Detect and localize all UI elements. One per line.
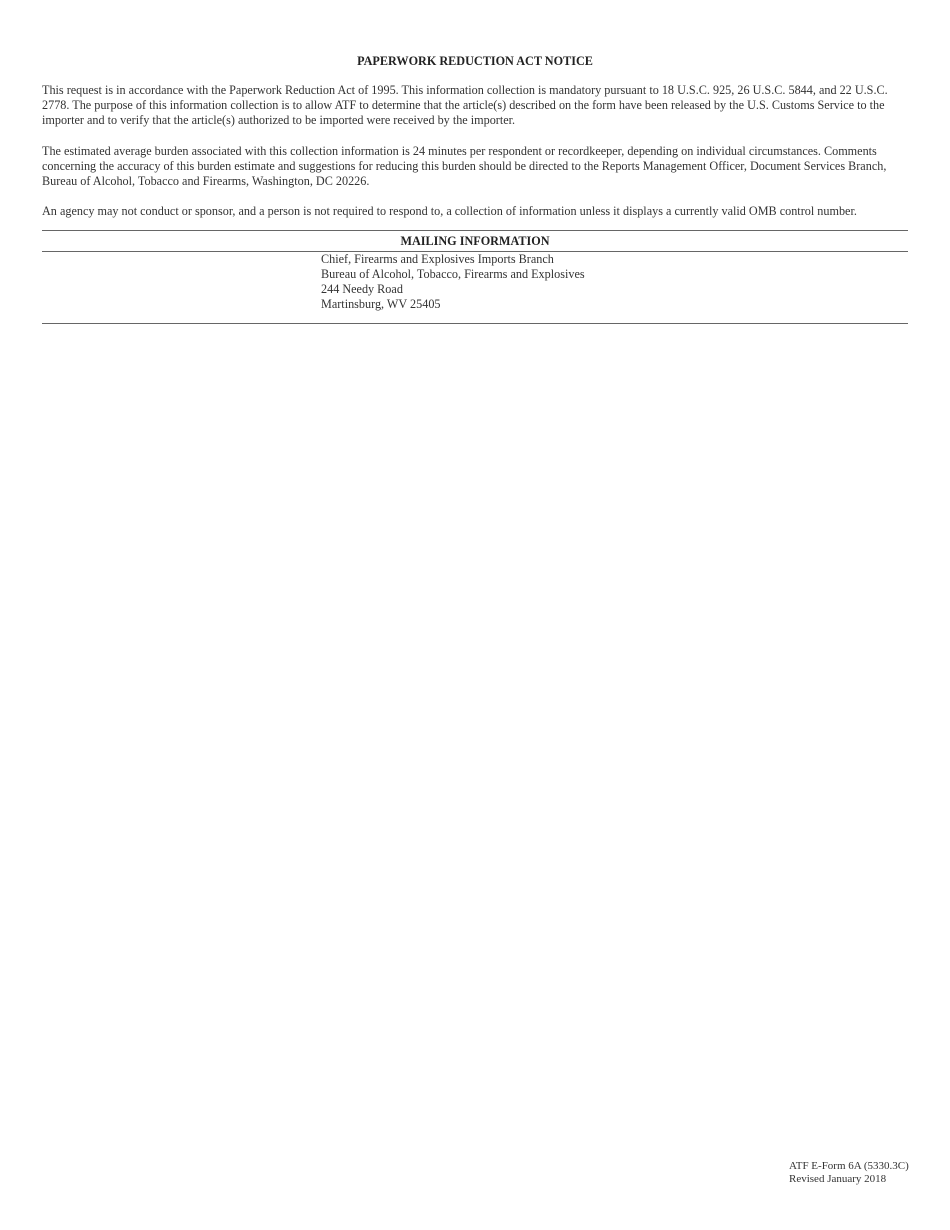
form-footer	[789, 1160, 909, 1186]
notice-title: PAPERWORK REDUCTION ACT NOTICE	[357, 54, 593, 68]
form-revision: Revised January 2018	[789, 1173, 887, 1185]
mailing-heading: MAILING INFORMATION	[400, 234, 550, 248]
address-line-agency: Bureau of Alcohol, Tobacco, Firearms and Explosives	[321, 267, 585, 281]
notice-paragraph-authority: This request is in accordance with the Paperwork Reduction Act of 1995. This information collection is mandatory pursuant to 18 U.S.C. 925, 26 U.S.C. 5844, and 22 U.S.C. 2778. The purpose of this information collection is to allow ATF to determine that the article(s) described on the form have been released by the U.S. Customs Service to the importer and to verify that the article(s) authorized to be imported were received by the importer.	[42, 83, 888, 127]
notice-paragraph-omb: An agency may not conduct or sponsor, and a person is not required to respond to, a collection of information unless it displays a currently valid OMB control number.	[42, 204, 857, 218]
notice-paragraph-burden: The estimated average burden associated with this collection information is 24 minutes per respondent or recordkeeper, depending on individual circumstances. Comments concerning the accuracy of this burden estimate and suggestions for reducing this burden should be directed to the Reports Management Officer, Document Services Branch, Bureau of Alcohol, Tobacco and Firearms, Washington, DC 20226.	[42, 144, 887, 188]
divider-top	[42, 230, 908, 231]
address-line-street: 244 Needy Road	[321, 282, 403, 296]
mailing-address	[321, 252, 585, 312]
address-line-city: Martinsburg, WV 25405	[321, 297, 441, 311]
divider-bottom	[42, 323, 908, 324]
address-line-recipient: Chief, Firearms and Explosives Imports Branch	[321, 252, 554, 266]
form-id: ATF E-Form 6A (5330.3C)	[789, 1160, 909, 1172]
